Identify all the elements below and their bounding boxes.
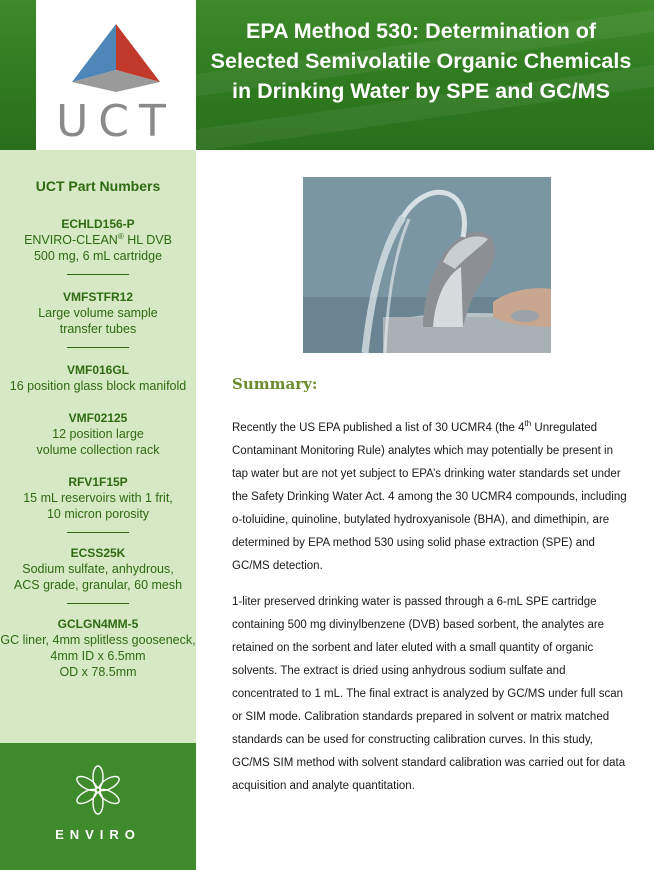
part-number: ECHLD156-P <box>61 217 135 231</box>
part-number: VMF016GL <box>66 363 129 377</box>
title-line-3: in Drinking Water by SPE and GC/MS <box>232 79 610 103</box>
part-description: volume collection rack <box>36 443 160 457</box>
divider <box>67 347 129 348</box>
part-entry <box>0 289 196 337</box>
summary-paragraph-1: Recently the US EPA published a list of 30 UCMR4 (the 4th Unregulated Contaminant Monitoring Rule) analytes which may potentially be present in tap water but are not yet subject to EPA’s drinking water standards set under the Safety Drinking Water Act. 4 among the 30 UCMR4 compounds, including o-toluidine, quinoline, butylated hydroxyanisole (BHA), and dimethipin, are determined by EPA method 530 using solid phase extraction (SPE) and GC/MS detection. <box>232 419 627 572</box>
drinking-fountain-icon <box>303 177 551 353</box>
part-description: GC liner, 4mm splitless gooseneck, <box>0 633 196 647</box>
page-title <box>196 16 646 106</box>
part-description: 4mm ID x 6.5mm <box>50 649 146 663</box>
part-description: ACS grade, granular, 60 mesh <box>13 578 183 592</box>
part-entry <box>0 616 196 680</box>
divider <box>67 274 129 275</box>
part-description: 15 mL reservoirs with 1 frit, <box>23 491 173 505</box>
title-line-1: EPA Method 530: Determination of <box>245 19 596 43</box>
part-description: 12 position large <box>52 427 144 441</box>
part-number: RFV1F15P <box>68 475 128 489</box>
part-entry <box>0 362 196 394</box>
pyramid-logo-icon <box>72 24 160 92</box>
part-number: VMFSTFR12 <box>62 290 133 304</box>
part-number: GCLGN4MM-5 <box>57 617 139 631</box>
part-entry <box>0 545 196 593</box>
flower-icon <box>60 765 136 815</box>
divider <box>67 603 129 604</box>
logo-text: UCT <box>56 96 176 147</box>
part-entry <box>0 474 196 522</box>
summary-heading: Summary: <box>232 375 318 393</box>
enviro-brand-block <box>0 743 196 870</box>
part-number: ECSS25K <box>70 546 126 560</box>
part-number: VMF02125 <box>68 411 128 425</box>
part-description: 500 mg, 6 mL cartridge <box>33 249 163 263</box>
part-description: 10 micron porosity <box>46 507 150 521</box>
part-description: transfer tubes <box>59 322 137 336</box>
part-description: OD x 78.5mm <box>59 665 137 679</box>
part-entry <box>0 216 196 264</box>
title-line-2: Selected Semivolatile Organic Chemicals <box>210 49 632 73</box>
sidebar-heading: UCT Part Numbers <box>35 178 161 194</box>
summary-paragraph-2: 1-liter preserved drinking water is passed through a 6-mL SPE cartridge containing 500 mg divinylbenzene (DVB) based sorbent, the analytes are retained on the sorbent and later eluted with a small quantity of organic solvents. The extract is dried using anhydrous sodium sulfate and concentrated to 1 mL. The final extract is analyzed by GC/MS under full scan or SIM mode. Calibration standards prepared in solvent or matrix matched standards can be used for constructing calibration curves. In this study, GC/MS SIM method with solvent standard calibration was carried out for data acquisition and analyte quantitation. <box>232 596 626 792</box>
part-description: Large volume sample <box>38 306 158 320</box>
part-description: ENVIRO-CLEAN® HL DVB <box>24 231 172 247</box>
drinking-fountain-photo <box>303 177 551 353</box>
part-description: 16 position glass block manifold <box>9 379 187 393</box>
part-description: Sodium sulfate, anhydrous, <box>22 562 174 576</box>
enviro-wordmark: ENVIRO <box>55 827 141 842</box>
part-entry <box>0 410 196 458</box>
divider <box>67 532 129 533</box>
